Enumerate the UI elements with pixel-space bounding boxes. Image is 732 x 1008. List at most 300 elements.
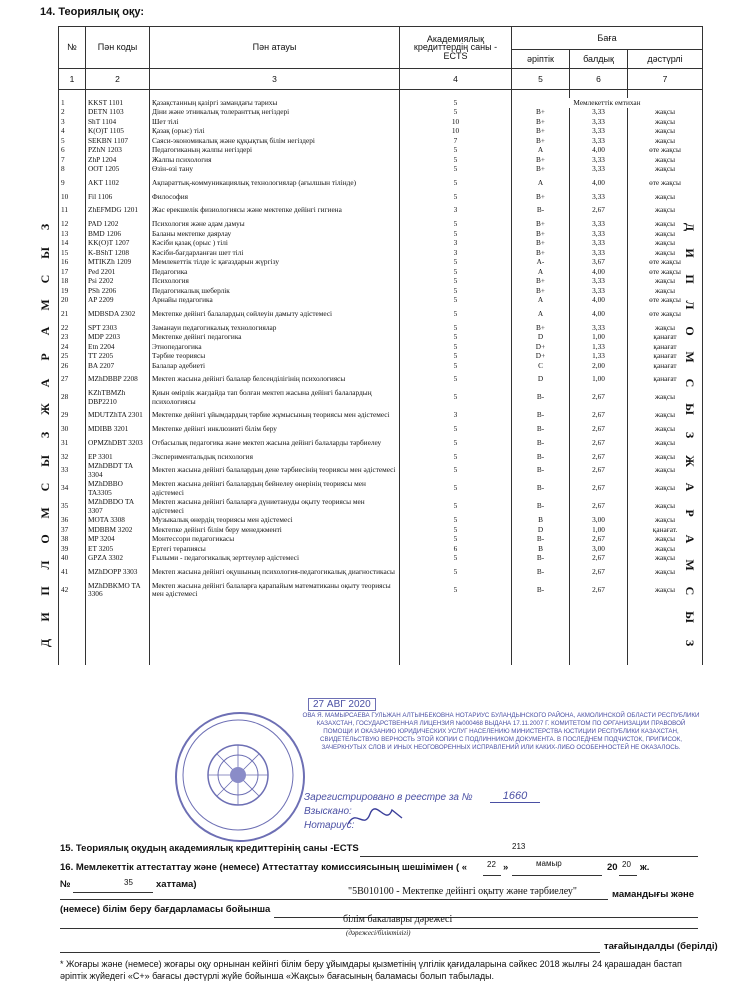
watermark-letter: А xyxy=(38,378,52,388)
row-number: 19 xyxy=(59,286,86,296)
course-code: MZhDBKMO TA 3306 xyxy=(86,581,150,599)
grade-points: 3,33 xyxy=(570,229,628,239)
watermark-letter: Ы xyxy=(38,455,52,467)
header-grade: Баға xyxy=(512,27,703,50)
course-code: PSh 2206 xyxy=(86,286,150,296)
grade-points: 3,67 xyxy=(570,258,628,268)
grade-traditional: жақсы xyxy=(628,452,703,462)
course-name: Шет тілі xyxy=(150,117,400,127)
row-number: 12 xyxy=(59,220,86,230)
section-title: 14. Теориялық оқу: xyxy=(40,6,145,18)
row-number: 25 xyxy=(59,352,86,362)
course-name: Монтессори педагогикасы xyxy=(150,535,400,545)
watermark-letter: Д xyxy=(683,222,697,232)
course-code: K(O)T 1105 xyxy=(86,127,150,137)
row-number: 20 xyxy=(59,296,86,306)
grade-points: 1,00 xyxy=(570,371,628,389)
header-points: балдық xyxy=(570,50,628,69)
grade-points: 2,67 xyxy=(570,407,628,425)
grade-letter: B- xyxy=(512,202,570,220)
footnote: * Жоғары және (немесе) жоғары оқу орнынан кейінгі білім беру ұйымдары қызметінің үлгілік қағидаларына сәйкес 2018 жылғы 24 қарашадан бастап әріптік жүйедегі «C+» бағасы дәстүрлі жүйе бойынша «Жақсы» бағасының баламасы болып табылады. xyxy=(60,959,682,981)
grade-points: 3,00 xyxy=(570,544,628,554)
grade-letter: A xyxy=(512,267,570,277)
row-number: 40 xyxy=(59,554,86,564)
grade-traditional: жақсы xyxy=(628,554,703,564)
column-number: 4 xyxy=(400,69,512,90)
table-row xyxy=(59,277,703,287)
grade-traditional: жақсы xyxy=(628,535,703,545)
course-credits: 5 xyxy=(400,98,512,108)
grade-points: 2,00 xyxy=(570,361,628,371)
grade-traditional: өте жақсы xyxy=(628,146,703,156)
course-code: MOTA 3308 xyxy=(86,516,150,526)
grade-points: 4,00 xyxy=(570,305,628,323)
grade-points: 3,33 xyxy=(570,286,628,296)
line16-year-prefix: 20 xyxy=(607,862,618,873)
grade-traditional: жақсы xyxy=(628,165,703,175)
course-credits: 5 xyxy=(400,108,512,118)
course-credits: 5 xyxy=(400,323,512,333)
grade-letter: D+ xyxy=(512,352,570,362)
course-name: Мектеп жасына дейінгі балалардың дене тәрбиесінің теориясы мен әдістемесі xyxy=(150,462,400,480)
grade-points: 3,33 xyxy=(570,127,628,137)
grade-traditional: қанағат. xyxy=(628,525,703,535)
grade-traditional: өте жақсы xyxy=(628,296,703,306)
grade-points: 3,00 xyxy=(570,516,628,526)
specialty-value: "5B010100 - Мектепке дейінгі оқыту және тәрбиелеу" xyxy=(348,886,578,897)
course-credits: 5 xyxy=(400,535,512,545)
protocol-prefix: № xyxy=(60,879,71,890)
grade-letter: B xyxy=(512,544,570,554)
course-name: Жас ерекшелік физиологиясы және мектепке дейінгі гигиена xyxy=(150,202,400,220)
course-code: Fil 1106 xyxy=(86,192,150,202)
course-credits: 5 xyxy=(400,155,512,165)
grade-letter: B- xyxy=(512,563,570,581)
row-number: 32 xyxy=(59,452,86,462)
watermark-letter: Ж xyxy=(38,403,52,415)
table-row xyxy=(59,108,703,118)
grade-letter: B+ xyxy=(512,239,570,249)
watermark-letter: С xyxy=(38,274,52,284)
grade-traditional: жақсы xyxy=(628,581,703,599)
course-name: Мектепке дейінгі педагогика xyxy=(150,333,400,343)
course-code: MP 3204 xyxy=(86,535,150,545)
grade-points: 4,00 xyxy=(570,174,628,192)
course-credits: 3 xyxy=(400,202,512,220)
grade-letter: A xyxy=(512,296,570,306)
course-code: MZhDBDT TA 3304 xyxy=(86,462,150,480)
side-watermark-right xyxy=(683,214,697,656)
header-name: Пән атауы xyxy=(150,27,400,69)
row-number: 42 xyxy=(59,581,86,599)
row-number: 18 xyxy=(59,277,86,287)
table-row xyxy=(59,535,703,545)
table-row xyxy=(59,352,703,362)
side-watermark-left xyxy=(38,214,52,656)
course-code: DETN 1103 xyxy=(86,108,150,118)
watermark-letter: Р xyxy=(683,509,697,517)
grade-letter: B+ xyxy=(512,127,570,137)
row-number: 36 xyxy=(59,516,86,526)
grade-traditional: жақсы xyxy=(628,229,703,239)
header-code: Пән коды xyxy=(86,27,150,69)
table-row xyxy=(59,192,703,202)
row-number: 4 xyxy=(59,127,86,137)
line16-year-suffix: 20 xyxy=(622,860,631,869)
table-row xyxy=(59,305,703,323)
grade-traditional: қанағат xyxy=(628,371,703,389)
course-code: MTIKZh 1209 xyxy=(86,258,150,268)
line16-label: 16. Мемлекеттік аттестаттау және (немесе) Аттестаттау комиссиясының шешімімен ( « xyxy=(60,862,468,873)
course-code: BA 2207 xyxy=(86,361,150,371)
grade-points: 3,33 xyxy=(570,220,628,230)
grade-points: 2,67 xyxy=(570,202,628,220)
grade-points: 3,33 xyxy=(570,117,628,127)
grade-letter: D+ xyxy=(512,342,570,352)
course-credits: 5 xyxy=(400,371,512,389)
stamp-date: 27 АВГ 2020 xyxy=(308,698,376,711)
course-credits: 5 xyxy=(400,462,512,480)
course-credits: 5 xyxy=(400,174,512,192)
grade-letter: B+ xyxy=(512,155,570,165)
grade-traditional: қанағат xyxy=(628,333,703,343)
watermark-letter: С xyxy=(38,482,52,492)
row-number: 38 xyxy=(59,535,86,545)
course-credits: 5 xyxy=(400,498,512,516)
row-number: 27 xyxy=(59,371,86,389)
grade-letter: A xyxy=(512,305,570,323)
course-credits: 5 xyxy=(400,425,512,435)
course-name: Баланы мектепке даярлау xyxy=(150,229,400,239)
grade-traditional: жақсы xyxy=(628,155,703,165)
grade-traditional: жақсы xyxy=(628,498,703,516)
table-row xyxy=(59,516,703,526)
grade-letter: B+ xyxy=(512,192,570,202)
row-number: 41 xyxy=(59,563,86,581)
line15-label: 15. Теориялық оқудың академиялық кредиттерінің саны -ECTS xyxy=(60,843,359,854)
row-number: 39 xyxy=(59,544,86,554)
grade-points: 4,00 xyxy=(570,146,628,156)
watermark-letter: С xyxy=(683,586,697,596)
grade-traditional: жақсы xyxy=(628,108,703,118)
line16-day: 22 xyxy=(487,860,496,869)
course-credits: 5 xyxy=(400,229,512,239)
course-credits: 5 xyxy=(400,434,512,452)
grade-points: 3,33 xyxy=(570,136,628,146)
grade-points: 3,33 xyxy=(570,155,628,165)
grade-letter: D xyxy=(512,525,570,535)
course-credits: 3 xyxy=(400,407,512,425)
row-number: 13 xyxy=(59,229,86,239)
course-code: KZhTBMZh DBP2210 xyxy=(86,389,150,407)
header-letter: әріптік xyxy=(512,50,570,69)
line16-month: мамыр xyxy=(536,859,562,868)
grade-traditional: қанағат xyxy=(628,352,703,362)
row-number: 5 xyxy=(59,136,86,146)
course-credits: 6 xyxy=(400,544,512,554)
grade-points: 1,00 xyxy=(570,525,628,535)
grade-traditional: жақсы xyxy=(628,434,703,452)
course-code: TT 2205 xyxy=(86,352,150,362)
course-name: Мектепке дейінгі балалардың сөйлеуін дамыту әдістемесі xyxy=(150,305,400,323)
course-credits: 5 xyxy=(400,220,512,230)
row-number: 10 xyxy=(59,192,86,202)
course-code: EP 3301 xyxy=(86,452,150,462)
course-credits: 5 xyxy=(400,525,512,535)
watermark-letter: А xyxy=(38,326,52,336)
course-credits: 5 xyxy=(400,165,512,175)
course-code: GPZA 3302 xyxy=(86,554,150,564)
grade-points: 2,67 xyxy=(570,581,628,599)
grade-letter: B+ xyxy=(512,229,570,239)
awarded-label: тағайындалды (берілді) xyxy=(604,941,718,952)
course-code: OPMZhDBT 3203 xyxy=(86,434,150,452)
course-name: Отбасылық педагогика және мектеп жасына дейінгі балаларды тәрбиелеу xyxy=(150,434,400,452)
notary-label: Нотариус: xyxy=(304,820,355,831)
course-credits: 5 xyxy=(400,333,512,343)
row-number: 21 xyxy=(59,305,86,323)
grade-points: 4,00 xyxy=(570,296,628,306)
course-name: Саяси-экономикалық және құқықтық білім негіздері xyxy=(150,136,400,146)
course-credits: 5 xyxy=(400,452,512,462)
course-name: Қиын өмірлік жағдайда тап болған мектеп жасына дейінгі балалардың психологиясы xyxy=(150,389,400,407)
course-credits: 7 xyxy=(400,136,512,146)
registered-number: 1660 xyxy=(490,790,540,803)
course-name: Кәсіби қазақ (орыс ) тілі xyxy=(150,239,400,249)
grade-points: 2,67 xyxy=(570,434,628,452)
grade-traditional: жақсы xyxy=(628,544,703,554)
grade-traditional: жақсы xyxy=(628,563,703,581)
column-number: 1 xyxy=(59,69,86,90)
course-name: Мектепке дейінгі ұйымдардың тәрбие жұмысының теориясы мен әдістемесі xyxy=(150,407,400,425)
grade-letter: B- xyxy=(512,462,570,480)
course-code: MZhDOPP 3303 xyxy=(86,563,150,581)
grade-letter: D xyxy=(512,333,570,343)
grade-traditional: жақсы xyxy=(628,323,703,333)
table-row xyxy=(59,333,703,343)
course-credits: 5 xyxy=(400,563,512,581)
grade-letter: B- xyxy=(512,425,570,435)
row-number: 16 xyxy=(59,258,86,268)
watermark-letter: П xyxy=(38,586,52,596)
line15-value: 213 xyxy=(512,842,526,851)
course-credits: 5 xyxy=(400,305,512,323)
grade-traditional: жақсы xyxy=(628,248,703,258)
grade-traditional: жақсы xyxy=(628,117,703,127)
row-number: 29 xyxy=(59,407,86,425)
grade-traditional: қанағат xyxy=(628,342,703,352)
table-row xyxy=(59,296,703,306)
table-row xyxy=(59,146,703,156)
row-number: 26 xyxy=(59,361,86,371)
course-name: Өзін-өзі тану xyxy=(150,165,400,175)
grade-letter: B+ xyxy=(512,108,570,118)
course-credits: 5 xyxy=(400,516,512,526)
row-number: 17 xyxy=(59,267,86,277)
grade-traditional: жақсы xyxy=(628,127,703,137)
table-row xyxy=(59,498,703,516)
course-credits: 10 xyxy=(400,127,512,137)
course-name: Мектеп жасына дейінгі балаларға қарапайым математиканы оқыту теориясы мен әдістемесі xyxy=(150,581,400,599)
grade-letter: B- xyxy=(512,389,570,407)
table-row xyxy=(59,165,703,175)
course-code: ET 3205 xyxy=(86,544,150,554)
grades-table xyxy=(58,26,703,665)
grade-traditional: жақсы xyxy=(628,192,703,202)
grade-traditional: жақсы xyxy=(628,389,703,407)
table-row xyxy=(59,554,703,564)
grade-letter: D xyxy=(512,371,570,389)
table-row xyxy=(59,239,703,249)
row-number: 31 xyxy=(59,434,86,452)
course-name: Этнопедагогика xyxy=(150,342,400,352)
watermark-letter: И xyxy=(38,612,52,622)
course-credits: 10 xyxy=(400,117,512,127)
grade-points: 3,33 xyxy=(570,323,628,333)
row-number: 33 xyxy=(59,462,86,480)
grade-letter: B xyxy=(512,516,570,526)
row-number: 15 xyxy=(59,248,86,258)
table-row xyxy=(59,462,703,480)
table-row xyxy=(59,258,703,268)
grade-letter: B+ xyxy=(512,220,570,230)
watermark-letter: Д xyxy=(38,638,52,648)
row-number: 14 xyxy=(59,239,86,249)
grade-points: 2,67 xyxy=(570,480,628,498)
table-row xyxy=(59,361,703,371)
watermark-letter: М xyxy=(38,507,52,519)
grade-letter: B+ xyxy=(512,323,570,333)
column-number: 2 xyxy=(86,69,150,90)
course-code: ZhP 1204 xyxy=(86,155,150,165)
course-code: AP 2209 xyxy=(86,296,150,306)
row-number: 24 xyxy=(59,342,86,352)
course-code: KK(O)T 1207 xyxy=(86,239,150,249)
grade-points: 3,33 xyxy=(570,239,628,249)
course-credits: 5 xyxy=(400,286,512,296)
grade-traditional: өте жақсы xyxy=(628,267,703,277)
watermark-letter: М xyxy=(683,559,697,571)
course-name: Ғылыми - педагогикалық зерттеулер әдістемесі xyxy=(150,554,400,564)
row-number: 1 xyxy=(59,98,86,108)
watermark-letter: Р xyxy=(38,353,52,361)
watermark-letter: А xyxy=(683,534,697,544)
grade-letter: B- xyxy=(512,498,570,516)
grade-points: 1,33 xyxy=(570,342,628,352)
course-name: Жалпы психология xyxy=(150,155,400,165)
course-credits: 5 xyxy=(400,480,512,498)
table-row xyxy=(59,563,703,581)
table-row xyxy=(59,581,703,599)
grade-points: 3,33 xyxy=(570,108,628,118)
course-name: Мектеп жасына дейінгі оқушының психология-педагогикалық диагностикасы xyxy=(150,563,400,581)
grade-traditional: жақсы xyxy=(628,277,703,287)
course-name: Заманауи педагогикалық технологиялар xyxy=(150,323,400,333)
row-number: 7 xyxy=(59,155,86,165)
header-num: № xyxy=(59,27,86,69)
course-code: PZhN 1203 xyxy=(86,146,150,156)
course-name: Педагогиканың жалпы негіздері xyxy=(150,146,400,156)
course-name: Арнайы педагогика xyxy=(150,296,400,306)
course-code: MDBBM 3202 xyxy=(86,525,150,535)
course-code: SEKBN 1107 xyxy=(86,136,150,146)
grade-traditional: жақсы xyxy=(628,462,703,480)
registered-label: Зарегистрировано в реестре за № xyxy=(304,792,473,803)
course-code: MZhDBBO TA3305 xyxy=(86,480,150,498)
row-number: 37 xyxy=(59,525,86,535)
grade-points: 3,33 xyxy=(570,248,628,258)
row-number: 23 xyxy=(59,333,86,343)
course-credits: 5 xyxy=(400,267,512,277)
header-traditional: дәстүрлі xyxy=(628,50,703,69)
row-number: 34 xyxy=(59,480,86,498)
grade-traditional: жақсы xyxy=(628,136,703,146)
course-code: PAD 1202 xyxy=(86,220,150,230)
course-name: Экспериментальдық психология xyxy=(150,452,400,462)
notary-certification-text: ОВА Я. МАМЫРСАЕВА ГУЛЬЖАН АЛТЫНБЕКОВНА НОТАРИУС БУЛАНДЫНСКОГО РАЙОНА, АКМОЛИНСКОЙ ОБЛАСТИ РЕСПУБЛИКИ КАЗАХСТАН, ГОСУДАРСТВЕННАЯ ЛИЦЕНЗИЯ №000468 ВЫДАНА 17.11.2007 Г. КОМИТЕТОМ ПО ОРГАНИЗАЦИИ ПРАВОВОЙ ПОМОЩИ И ОКАЗАНИЮ ЮРИДИЧЕСКИХ УСЛУГ НАСЕЛЕНИЮ МИНИСТЕРСТВА ЮСТИЦИИ РЕСПУБЛИКИ КАЗАХСТАН, СВИДЕТЕЛЬСТВУЮ ВЕРНОСТЬ ЭТОЙ КОПИИ С ПОДЛИННИКОМ ДОКУМЕНТА. В ПОСЛЕДНЕМ ПОДЧИСТОК, ПРИПИСОК, ЗАЧЕРКНУТЫХ СЛОВ И ИНЫХ НЕОГОВОРЕННЫХ ИСПРАВЛЕНИЙ ИЛИ КАКИХ-ЛИБО ОСОБЕННОСТЕЙ НЕ ОКАЗАЛОСЬ. xyxy=(302,712,700,751)
grade-points: 4,00 xyxy=(570,267,628,277)
row-number: 35 xyxy=(59,498,86,516)
grade-points: 2,67 xyxy=(570,498,628,516)
watermark-letter: Ы xyxy=(683,611,697,623)
watermark-letter: С xyxy=(683,378,697,388)
column-number: 6 xyxy=(570,69,628,90)
grade-letter: B+ xyxy=(512,277,570,287)
grade-points: 2,67 xyxy=(570,554,628,564)
grade-traditional: өте жақсы xyxy=(628,305,703,323)
watermark-letter: З xyxy=(38,431,52,439)
grade-letter: B- xyxy=(512,554,570,564)
collected-label: Взыскано: xyxy=(304,806,352,817)
course-name: Ертегі терапиясы xyxy=(150,544,400,554)
course-name: Мектеп жасына дейінгі балаларға дүниетануды оқыту теориясы мен әдістемесі xyxy=(150,498,400,516)
grade-letter: B+ xyxy=(512,165,570,175)
grade-note: Мемлекеттік емтихан xyxy=(512,98,703,108)
course-credits: 5 xyxy=(400,258,512,268)
grade-traditional: жақсы xyxy=(628,480,703,498)
course-code: MDUTZhTA 2301 xyxy=(86,407,150,425)
course-name: Психология және адам дамуы xyxy=(150,220,400,230)
grade-letter: B- xyxy=(512,480,570,498)
course-name: Мектепке дейінгі білім беру менеджменті xyxy=(150,525,400,535)
degree-value: білім бакалавры дәрежесі xyxy=(343,914,453,925)
row-number: 3 xyxy=(59,117,86,127)
watermark-letter: Л xyxy=(38,560,52,570)
course-code: BMD 1206 xyxy=(86,229,150,239)
grade-traditional: жақсы xyxy=(628,425,703,435)
course-name: Балалар әдебиеті xyxy=(150,361,400,371)
grade-points: 2,67 xyxy=(570,452,628,462)
course-name: Діни және этникалық толеранттық негіздері xyxy=(150,108,400,118)
grade-points: 3,33 xyxy=(570,277,628,287)
grade-letter: B- xyxy=(512,452,570,462)
table-row xyxy=(59,371,703,389)
course-code: MDIBB 3201 xyxy=(86,425,150,435)
course-name: Тәрбие теориясы xyxy=(150,352,400,362)
course-name: Педагогика xyxy=(150,267,400,277)
course-credits: 5 xyxy=(400,554,512,564)
watermark-letter: М xyxy=(683,351,697,363)
course-code: SPT 2303 xyxy=(86,323,150,333)
table-row xyxy=(59,407,703,425)
table-row xyxy=(59,425,703,435)
course-code: Etn 2204 xyxy=(86,342,150,352)
course-name: Қазақстанның қазіргі замандағы тарихы xyxy=(150,98,400,108)
grade-traditional: жақсы xyxy=(628,202,703,220)
grade-letter: B- xyxy=(512,434,570,452)
course-name: Музыкалық өнердің теориясы мен әдістемесі xyxy=(150,516,400,526)
row-number: 9 xyxy=(59,174,86,192)
